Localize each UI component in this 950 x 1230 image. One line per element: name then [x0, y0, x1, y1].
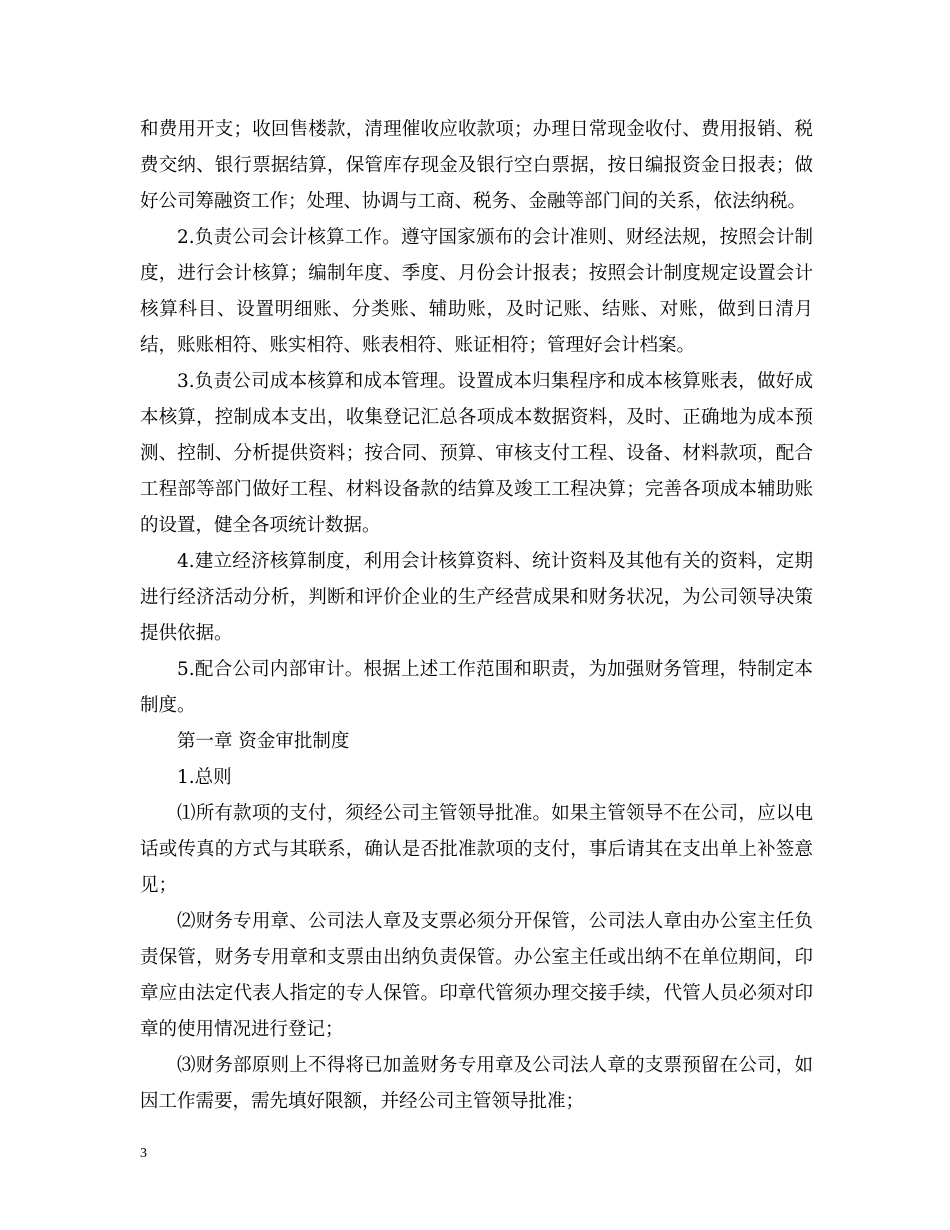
paragraph-item-2: 2.负责公司会计核算工作。遵守国家颁布的会计准则、财经法规，按照会计制度，进行会计核算；编制年度、季度、月份会计报表；按照会计制度规定设置会计核算科目、设置明细账、分类账、辅助账，及时记账、结账、对账，做到日清月结，账账相符、账实相符、账表相符、账证相符；管理好会计档案。 — [140, 227, 813, 356]
document-body — [140, 112, 813, 1120]
paragraph-item-4: 4.建立经济核算制度，利用会计核算资料、统计资料及其他有关的资料，定期进行经济活动分析，判断和评价企业的生产经营成果和财务状况，为公司领导决策提供依据。 — [140, 551, 813, 644]
clause-1: ⑴所有款项的支付，须经公司主管领导批准。如果主管领导不在公司，应以电话或传真的方式与其联系，确认是否批准款项的支付，事后请其在支出单上补签意见； — [140, 803, 813, 896]
paragraph-continuation: 和费用开支；收回售楼款，清理催收应收款项；办理日常现金收付、费用报销、税费交纳、银行票据结算，保管库存现金及银行空白票据，按日编报资金日报表；做好公司筹融资工作；处理、协调与工商、税务、金融等部门间的关系，依法纳税。 — [140, 119, 813, 212]
paragraph-item-3: 3.负责公司成本核算和成本管理。设置成本归集程序和成本核算账表，做好成本核算，控制成本支出，收集登记汇总各项成本数据资料，及时、正确地为成本预测、控制、分析提供资料；按合同、预算、审核支付工程、设备、材料款项，配合工程部等部门做好工程、材料设备款的结算及竣工工程决算；完善各项成本辅助账的设置，健全各项统计数据。 — [140, 371, 813, 536]
clause-3: ⑶财务部原则上不得将已加盖财务专用章及公司法人章的支票预留在公司，如因工作需要，需先填好限额，并经公司主管领导批准； — [140, 1055, 813, 1112]
clause-2: ⑵财务专用章、公司法人章及支票必须分开保管，公司法人章由办公室主任负责保管，财务专用章和支票由出纳负责保管。办公室主任或出纳不在单位期间，印章应由法定代表人指定的专人保管。印章代管须办理交接手续，代管人员必须对印章的使用情况进行登记； — [140, 911, 813, 1040]
chapter-heading: 第一章 资金审批制度 — [177, 731, 350, 752]
section-heading: 1.总则 — [177, 767, 232, 788]
paragraph-item-5: 5.配合公司内部审计。根据上述工作范围和职责，为加强财务管理，特制定本制度。 — [140, 659, 813, 716]
page-number: 3 — [140, 1146, 147, 1161]
